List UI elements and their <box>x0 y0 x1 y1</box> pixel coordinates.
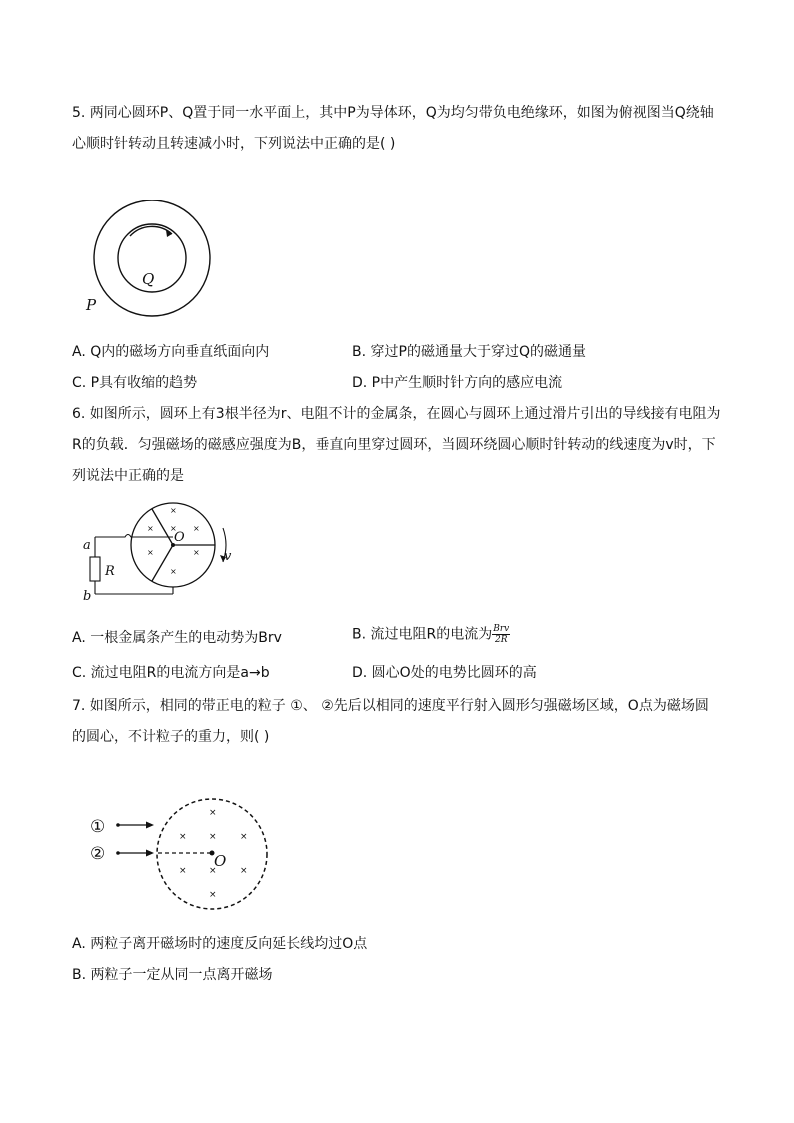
cross: × <box>147 524 154 533</box>
label-a: a <box>83 538 91 553</box>
q7-option-b: B. 两粒子一定从同一点离开磁场 <box>72 967 273 983</box>
q6-stem-line2: R的负载．匀强磁场的磁感应强度为B，垂直向里穿过圆环，当圆环绕圆心顺时针转动的线速度为v时，下 <box>72 437 716 453</box>
label-b: b <box>83 589 92 604</box>
q6-figure-rotating-ring <box>78 500 248 605</box>
wire-top <box>95 535 173 538</box>
label-q: Q <box>142 270 155 288</box>
arrowhead-icon <box>146 822 154 829</box>
cross: × <box>209 808 217 818</box>
q6-stem-line3: 列说法中正确的是 <box>72 468 184 484</box>
label-p: P <box>86 296 97 314</box>
q5-option-c: C. P具有收缩的趋势 <box>72 375 198 391</box>
cross: × <box>209 890 217 900</box>
q6-option-a: A. 一根金属条产生的电动势为Brv <box>72 630 282 646</box>
cross: × <box>209 832 217 842</box>
fraction-numerator: Brv <box>493 624 510 634</box>
q5-option-a: A. Q内的磁场方向垂直纸面向内 <box>72 344 270 360</box>
arrowhead-icon <box>146 850 154 857</box>
label-particle-1: ① <box>90 817 106 837</box>
cross: × <box>170 567 177 576</box>
q5-option-d: D. P中产生顺时针方向的感应电流 <box>352 375 563 391</box>
label-particle-2: ② <box>90 844 106 864</box>
resistor <box>90 557 100 581</box>
q5-stem-line1: 5. 两同心圆环P、Q置于同一水平面上，其中P为导体环，Q为均匀带负电绝缘环，如图为俯视图当Q绕轴 <box>72 105 714 121</box>
cross: × <box>170 524 177 533</box>
cross: × <box>147 548 154 557</box>
q7-figure-circular-field <box>88 796 273 914</box>
q6-option-c: C. 流过电阻R的电流方向是a→b <box>72 665 270 681</box>
q6-option-b-text: B. 流过电阻R的电流为 <box>352 626 493 643</box>
fraction-denominator: 2R <box>494 635 508 645</box>
cross: × <box>170 506 177 515</box>
q6-stem-line1: 6. 如图所示，圆环上有3根半径为r、电阻不计的金属条，在圆心与圆环上通过滑片引出的导线接有电阻为 <box>72 406 721 422</box>
label-r: R <box>105 564 115 579</box>
cross: × <box>179 832 187 842</box>
cross: × <box>193 524 200 533</box>
q5-figure-concentric-rings <box>80 200 220 320</box>
q7-stem-line1: 7. 如图所示，相同的带正电的粒子 ①、 ②先后以相同的速度平行射入圆形匀强磁场区域，O点为磁场圆 <box>72 698 709 714</box>
label-o: O <box>214 852 227 870</box>
ring-p <box>94 200 210 316</box>
cross: × <box>193 548 200 557</box>
q6-option-d: D. 圆心O处的电势比圆环的高 <box>352 665 537 681</box>
cross: × <box>209 866 217 876</box>
cross: × <box>240 866 248 876</box>
q6-option-b <box>352 624 510 645</box>
q5-stem-line2: 心顺时针转动且转速减小时，下列说法中正确的是( ) <box>72 136 396 152</box>
q7-stem-line2: 的圆心，不计粒子的重力，则( ) <box>72 729 270 745</box>
cross: × <box>240 832 248 842</box>
q7-option-a: A. 两粒子离开磁场时的速度反向延长线均过O点 <box>72 936 368 952</box>
q5-option-b: B. 穿过P的磁通量大于穿过Q的磁通量 <box>352 344 586 360</box>
fraction <box>492 624 510 645</box>
label-o: O <box>174 530 185 545</box>
cross: × <box>179 866 187 876</box>
label-v: v <box>224 549 232 564</box>
